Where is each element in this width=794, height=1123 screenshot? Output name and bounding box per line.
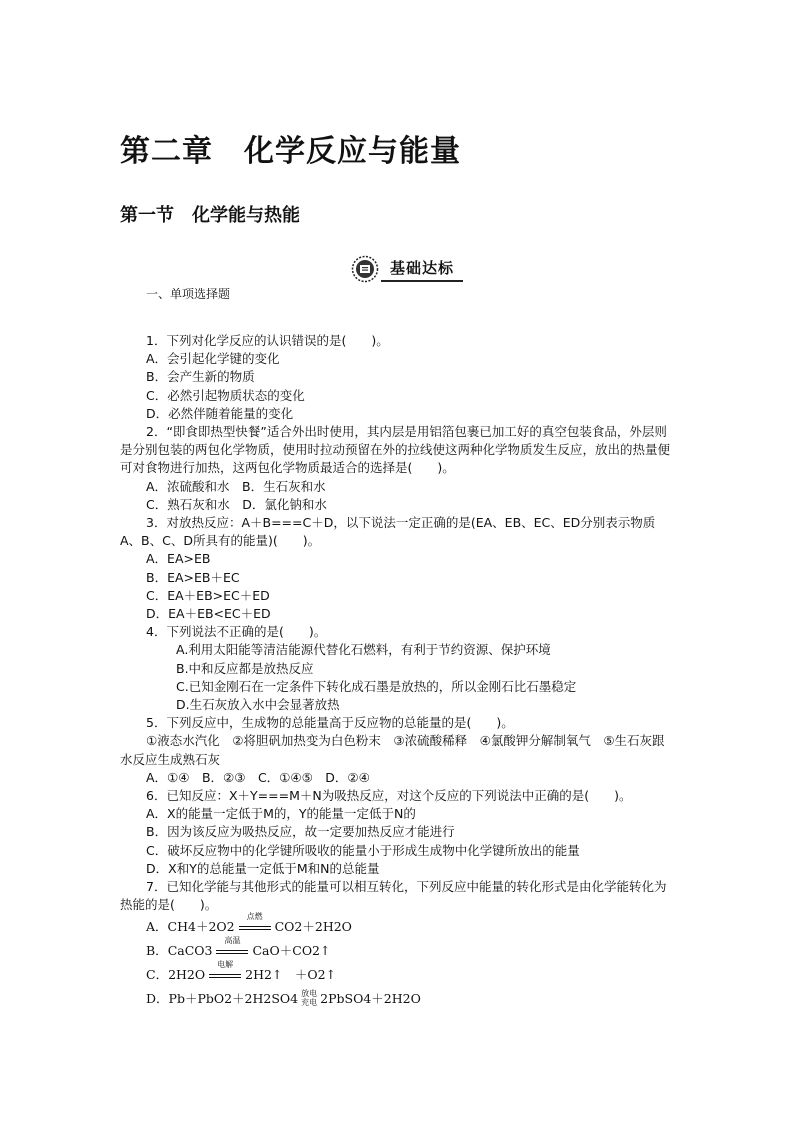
equation-reactants: 2H2O bbox=[168, 966, 206, 982]
reversible-condition bbox=[298, 989, 320, 1007]
reaction-condition: 点燃 bbox=[246, 912, 263, 921]
seal-icon bbox=[351, 255, 379, 283]
question-6-option-b: B．因为该反应为吸热反应，故一定要加热反应才能进行 bbox=[146, 824, 455, 840]
question-7-option-d bbox=[120, 987, 676, 1011]
question-6-option-a: A．X的能量一定低于M的，Y的能量一定低于N的 bbox=[146, 806, 416, 822]
question-1-option-b: B．会产生新的物质 bbox=[146, 369, 255, 385]
option-letter: D． bbox=[146, 990, 169, 1006]
question-4-option-c: C.已知金刚石在一定条件下转化成石墨是放热的，所以金刚石比石墨稳定 bbox=[176, 678, 577, 694]
chapter-title: 第二章 化学反应与能量 bbox=[120, 134, 461, 169]
question-5-options: A．①④ B．②③ C．①④⑤ D．②④ bbox=[146, 769, 370, 785]
question-4-option-b: B.中和反应都是放热反应 bbox=[176, 660, 314, 676]
equation-products: CaO＋CO2↑ bbox=[252, 942, 331, 958]
reaction-condition: 高温 bbox=[224, 936, 241, 945]
question-4-option-d: D.生石灰放入水中会显著放热 bbox=[176, 697, 340, 713]
equation-products: 2H2↑ ＋O2↑ bbox=[245, 966, 337, 982]
question-2-options-cd: C．熟石灰和水 D．氯化钠和水 bbox=[146, 496, 327, 512]
question-list bbox=[120, 332, 676, 1011]
equation-reactants: Pb＋PbO2＋2H2SO4 bbox=[168, 990, 299, 1006]
question-3-option-a: A．EA>EB bbox=[146, 551, 211, 567]
question-2-stem: 2．“即食即热型快餐”适合外出时使用，其内层是用铝箔包裹已加工好的真空包装食品，外层则是分别包装的两包化学物质，使用时拉动预留在外的拉线使这两种化学物质发生反应，放出的热量便可对食物进行加热，这两包化学物质最适合的选择是( )。 bbox=[120, 424, 671, 476]
question-7-option-a bbox=[120, 912, 676, 939]
question-1-option-d: D．必然伴随着能量的变化 bbox=[146, 405, 294, 421]
condition-arrow bbox=[207, 960, 243, 981]
question-6-stem: 6．已知反应：X＋Y===M＋N为吸热反应，对这个反应的下列说法中正确的是( )。 bbox=[146, 788, 632, 804]
question-1-option-a: A．会引起化学键的变化 bbox=[146, 351, 280, 367]
condition-top: 放电 bbox=[301, 989, 318, 998]
condition-arrow bbox=[237, 912, 273, 933]
question-6-option-c: C．破坏反应物中的化学键所吸收的能量小于形成生成物中化学键所放出的能量 bbox=[146, 842, 580, 858]
question-7-option-b bbox=[120, 936, 676, 963]
option-letter: B． bbox=[146, 942, 168, 958]
question-2-options-ab: A．浓硫酸和水 B．生石灰和水 bbox=[146, 478, 326, 494]
question-5-items: ①液态水汽化 ②将胆矾加热变为白色粉末 ③浓硫酸稀释 ④氯酸钾分解制氧气 ⑤生石灰跟水反应生成熟石灰 bbox=[120, 733, 665, 767]
question-4-stem: 4．下列说法不正确的是( )。 bbox=[146, 624, 327, 640]
question-3-option-b: B．EA>EB＋EC bbox=[146, 569, 240, 585]
part-label: 一、单项选择题 bbox=[146, 287, 231, 301]
question-4-option-a: A.利用太阳能等清洁能源代替化石燃料，有利于节约资源、保护环境 bbox=[176, 642, 551, 658]
question-6-option-d: D．X和Y的总能量一定低于M和N的总能量 bbox=[146, 860, 380, 876]
equation-reactants: CaCO3 bbox=[167, 942, 213, 958]
question-5-stem: 5．下列反应中，生成物的总能量高于反应物的总能量的是( )。 bbox=[146, 715, 514, 731]
question-7-stem: 7．已知化学能与其他形式的能量可以相互转化，下列反应中能量的转化形式是由化学能转化为热能的是( )。 bbox=[120, 879, 667, 913]
reaction-condition: 电解 bbox=[217, 960, 234, 969]
question-7-option-c bbox=[120, 960, 676, 987]
option-letter: C． bbox=[146, 966, 169, 982]
equation-products: 2PbSO4＋2H2O bbox=[320, 990, 421, 1006]
question-3-stem: 3．对放热反应：A＋B===C＋D，以下说法一定正确的是(EA、EB、EC、ED分别表示物质A、B、C、D所具有的能量)( )。 bbox=[120, 515, 656, 549]
question-3-option-c: C．EA＋EB>EC＋ED bbox=[146, 587, 270, 603]
badge-underline bbox=[381, 280, 463, 282]
question-1-option-c: C．必然引起物质状态的变化 bbox=[146, 387, 305, 403]
question-1-stem: 1．下列对化学反应的认识错误的是( )。 bbox=[146, 333, 389, 348]
condition-arrow bbox=[214, 936, 250, 957]
section-badge bbox=[351, 255, 466, 283]
equation-products: CO2＋2H2O bbox=[274, 918, 352, 934]
condition-bottom: 充电 bbox=[301, 998, 318, 1007]
option-letter: A． bbox=[146, 918, 168, 934]
equation-reactants: CH4＋2O2 bbox=[167, 918, 235, 934]
badge-label: 基础达标 bbox=[389, 259, 454, 277]
question-3-option-d: D．EA＋EB<EC＋ED bbox=[146, 606, 271, 622]
section-title: 第一节 化学能与热能 bbox=[120, 205, 300, 226]
